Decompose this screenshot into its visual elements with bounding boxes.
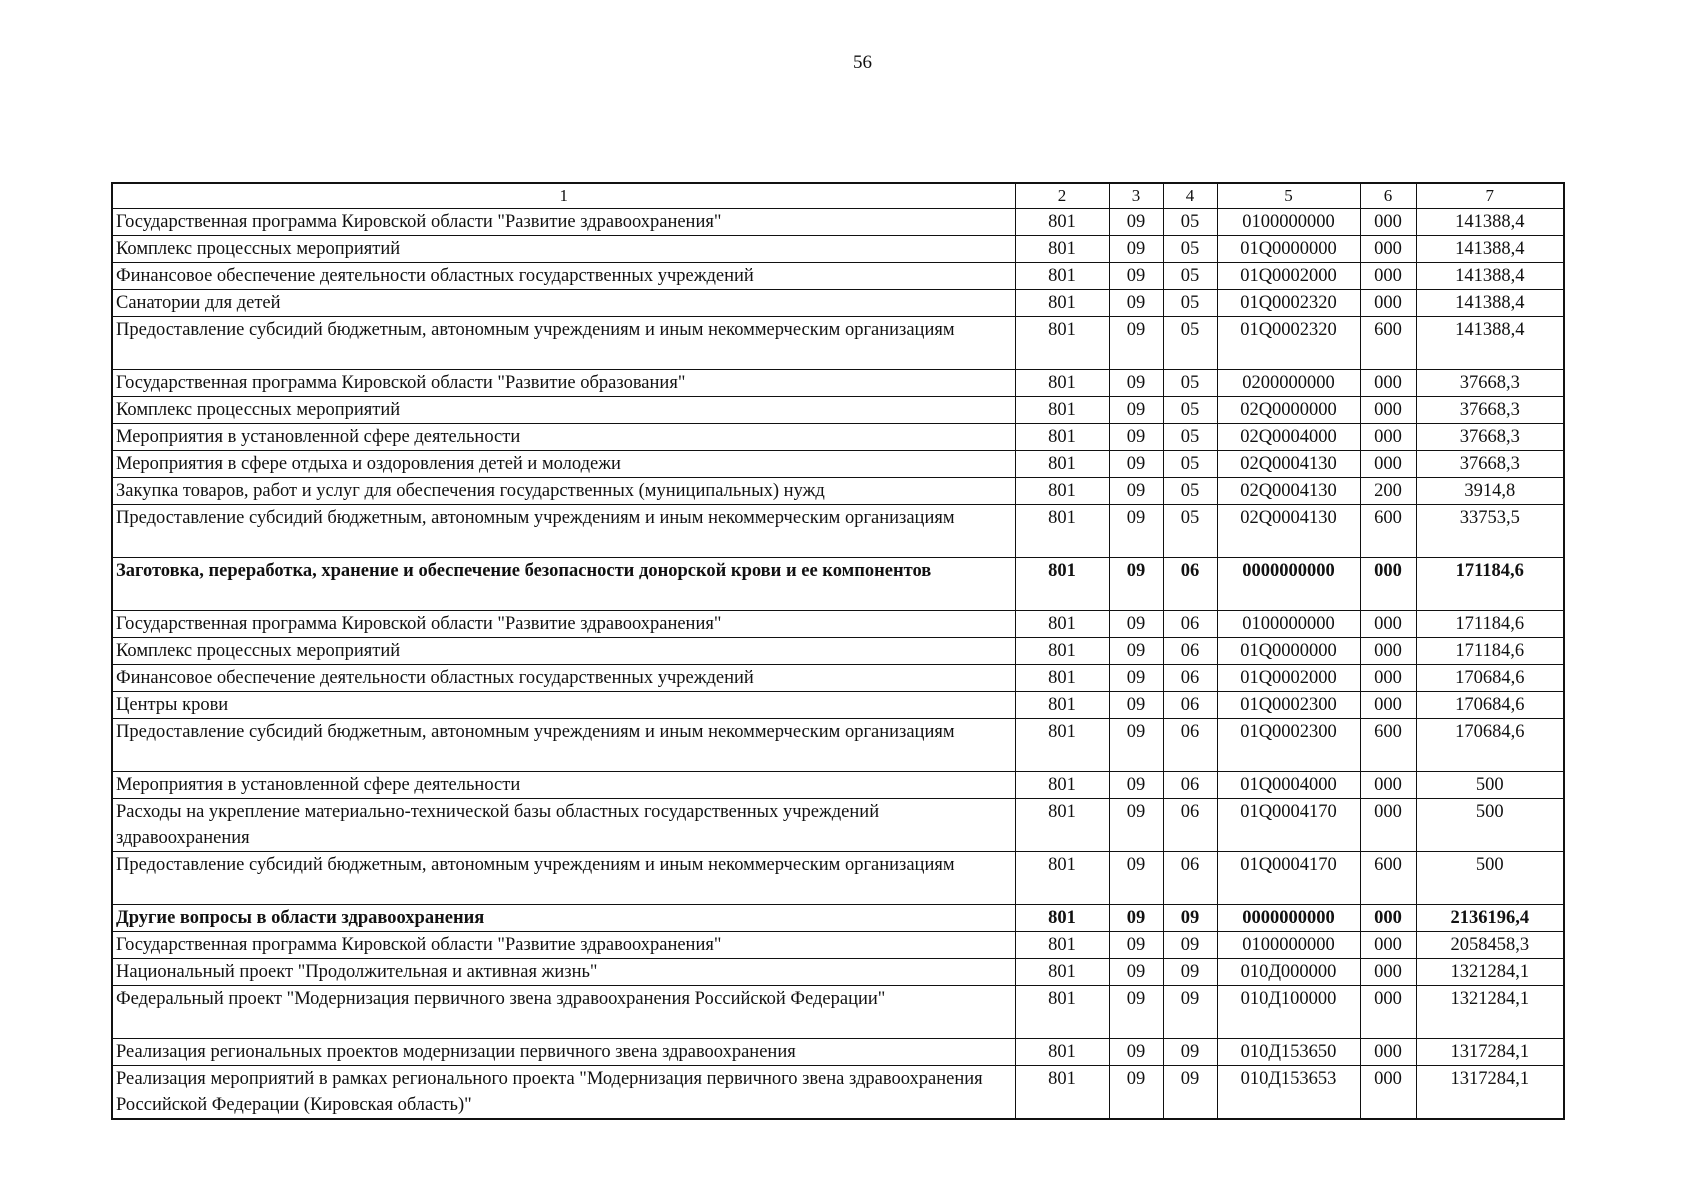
target-article-cell: 0200000000 xyxy=(1217,370,1360,397)
subsection-cell: 05 xyxy=(1163,397,1217,424)
expense-type-cell: 000 xyxy=(1360,1066,1416,1120)
target-article-cell: 02Q0000000 xyxy=(1217,397,1360,424)
target-article-cell: 02Q0004130 xyxy=(1217,505,1360,558)
table-row xyxy=(112,209,1564,236)
item-name-cell: Федеральный проект "Модернизация первичного звена здравоохранения Российской Федерации" xyxy=(112,986,1015,1039)
subsection-cell: 06 xyxy=(1163,611,1217,638)
table-row xyxy=(112,932,1564,959)
table-row xyxy=(112,772,1564,799)
amount-cell: 141388,4 xyxy=(1416,263,1564,290)
amount-cell: 500 xyxy=(1416,852,1564,905)
amount-cell: 37668,3 xyxy=(1416,370,1564,397)
ved-code-cell: 801 xyxy=(1015,852,1109,905)
subsection-cell: 05 xyxy=(1163,236,1217,263)
ved-code-cell: 801 xyxy=(1015,370,1109,397)
subsection-cell: 09 xyxy=(1163,905,1217,932)
item-name-cell: Предоставление субсидий бюджетным, автономным учреждениям и иным некоммерческим организациям xyxy=(112,505,1015,558)
table-row xyxy=(112,692,1564,719)
section-cell: 09 xyxy=(1109,959,1163,986)
target-article-cell: 01Q0004000 xyxy=(1217,772,1360,799)
item-name-cell: Предоставление субсидий бюджетным, автономным учреждениям и иным некоммерческим организациям xyxy=(112,852,1015,905)
section-cell: 09 xyxy=(1109,692,1163,719)
subsection-cell: 09 xyxy=(1163,1039,1217,1066)
subsection-cell: 06 xyxy=(1163,665,1217,692)
subsection-cell: 05 xyxy=(1163,370,1217,397)
table-row xyxy=(112,236,1564,263)
item-name-cell: Мероприятия в установленной сфере деятельности xyxy=(112,424,1015,451)
target-article-cell: 01Q0002300 xyxy=(1217,692,1360,719)
item-name-cell: Закупка товаров, работ и услуг для обеспечения государственных (муниципальных) нужд xyxy=(112,478,1015,505)
subsection-cell: 09 xyxy=(1163,1066,1217,1120)
expense-type-cell: 000 xyxy=(1360,665,1416,692)
amount-cell: 2058458,3 xyxy=(1416,932,1564,959)
table-row xyxy=(112,505,1564,558)
target-article-cell: 010Д000000 xyxy=(1217,959,1360,986)
ved-code-cell: 801 xyxy=(1015,397,1109,424)
table-row xyxy=(112,1066,1564,1120)
section-cell: 09 xyxy=(1109,986,1163,1039)
section-cell: 09 xyxy=(1109,451,1163,478)
item-name-cell: Мероприятия в сфере отдыха и оздоровления детей и молодежи xyxy=(112,451,1015,478)
table-row xyxy=(112,290,1564,317)
subsection-cell: 05 xyxy=(1163,424,1217,451)
target-article-cell: 010Д153650 xyxy=(1217,1039,1360,1066)
ved-code-cell: 801 xyxy=(1015,263,1109,290)
subsection-cell: 05 xyxy=(1163,505,1217,558)
ved-code-cell: 801 xyxy=(1015,719,1109,772)
expense-type-cell: 000 xyxy=(1360,905,1416,932)
expense-type-cell: 000 xyxy=(1360,558,1416,611)
ved-code-cell: 801 xyxy=(1015,692,1109,719)
table-row xyxy=(112,852,1564,905)
item-name-cell: Комплекс процессных мероприятий xyxy=(112,236,1015,263)
column-header-5: 5 xyxy=(1217,183,1360,209)
item-name-cell: Заготовка, переработка, хранение и обеспечение безопасности донорской крови и ее компонентов xyxy=(112,558,1015,611)
item-name-cell: Санатории для детей xyxy=(112,290,1015,317)
amount-cell: 141388,4 xyxy=(1416,209,1564,236)
table-row xyxy=(112,799,1564,852)
amount-cell: 170684,6 xyxy=(1416,719,1564,772)
item-name-cell: Комплекс процессных мероприятий xyxy=(112,397,1015,424)
ved-code-cell: 801 xyxy=(1015,611,1109,638)
budget-table xyxy=(111,182,1565,1120)
expense-type-cell: 000 xyxy=(1360,799,1416,852)
ved-code-cell: 801 xyxy=(1015,451,1109,478)
subsection-cell: 06 xyxy=(1163,772,1217,799)
item-name-cell: Центры крови xyxy=(112,692,1015,719)
target-article-cell: 01Q0000000 xyxy=(1217,638,1360,665)
target-article-cell: 0000000000 xyxy=(1217,905,1360,932)
ved-code-cell: 801 xyxy=(1015,1039,1109,1066)
section-cell: 09 xyxy=(1109,932,1163,959)
amount-cell: 170684,6 xyxy=(1416,665,1564,692)
amount-cell: 33753,5 xyxy=(1416,505,1564,558)
subsection-cell: 06 xyxy=(1163,852,1217,905)
column-header-6: 6 xyxy=(1360,183,1416,209)
ved-code-cell: 801 xyxy=(1015,799,1109,852)
item-name-cell: Финансовое обеспечение деятельности областных государственных учреждений xyxy=(112,263,1015,290)
amount-cell: 1317284,1 xyxy=(1416,1039,1564,1066)
section-cell: 09 xyxy=(1109,397,1163,424)
item-name-cell: Реализация мероприятий в рамках регионального проекта "Модернизация первичного звена здравоохранения Российской Федерации (Кировская область)" xyxy=(112,1066,1015,1120)
section-cell: 09 xyxy=(1109,772,1163,799)
expense-type-cell: 000 xyxy=(1360,692,1416,719)
subsection-cell: 06 xyxy=(1163,719,1217,772)
expense-type-cell: 600 xyxy=(1360,317,1416,370)
section-cell: 09 xyxy=(1109,370,1163,397)
section-cell: 09 xyxy=(1109,611,1163,638)
item-name-cell: Другие вопросы в области здравоохранения xyxy=(112,905,1015,932)
table-row xyxy=(112,424,1564,451)
column-header-4: 4 xyxy=(1163,183,1217,209)
item-name-cell: Мероприятия в установленной сфере деятельности xyxy=(112,772,1015,799)
table-row xyxy=(112,719,1564,772)
ved-code-cell: 801 xyxy=(1015,932,1109,959)
target-article-cell: 01Q0002320 xyxy=(1217,317,1360,370)
subsection-cell: 06 xyxy=(1163,638,1217,665)
ved-code-cell: 801 xyxy=(1015,505,1109,558)
amount-cell: 3914,8 xyxy=(1416,478,1564,505)
section-cell: 09 xyxy=(1109,638,1163,665)
target-article-cell: 01Q0002300 xyxy=(1217,719,1360,772)
section-cell: 09 xyxy=(1109,799,1163,852)
subsection-cell: 06 xyxy=(1163,558,1217,611)
amount-cell: 170684,6 xyxy=(1416,692,1564,719)
expense-type-cell: 000 xyxy=(1360,451,1416,478)
ved-code-cell: 801 xyxy=(1015,290,1109,317)
amount-cell: 1321284,1 xyxy=(1416,959,1564,986)
table-row xyxy=(112,370,1564,397)
subsection-cell: 09 xyxy=(1163,959,1217,986)
section-cell: 09 xyxy=(1109,852,1163,905)
expense-type-cell: 000 xyxy=(1360,638,1416,665)
amount-cell: 500 xyxy=(1416,799,1564,852)
expense-type-cell: 000 xyxy=(1360,209,1416,236)
item-name-cell: Реализация региональных проектов модернизации первичного звена здравоохранения xyxy=(112,1039,1015,1066)
section-cell: 09 xyxy=(1109,290,1163,317)
column-header-7: 7 xyxy=(1416,183,1564,209)
amount-cell: 1317284,1 xyxy=(1416,1066,1564,1120)
page-number: 56 xyxy=(853,52,872,73)
subsection-cell: 05 xyxy=(1163,451,1217,478)
item-name-cell: Государственная программа Кировской области "Развитие здравоохранения" xyxy=(112,611,1015,638)
subsection-cell: 05 xyxy=(1163,209,1217,236)
target-article-cell: 010Д100000 xyxy=(1217,986,1360,1039)
item-name-cell: Предоставление субсидий бюджетным, автономным учреждениям и иным некоммерческим организациям xyxy=(112,719,1015,772)
target-article-cell: 01Q0002320 xyxy=(1217,290,1360,317)
subsection-cell: 05 xyxy=(1163,263,1217,290)
item-name-cell: Государственная программа Кировской области "Развитие здравоохранения" xyxy=(112,209,1015,236)
amount-cell: 1321284,1 xyxy=(1416,986,1564,1039)
amount-cell: 171184,6 xyxy=(1416,558,1564,611)
ved-code-cell: 801 xyxy=(1015,209,1109,236)
target-article-cell: 0000000000 xyxy=(1217,558,1360,611)
ved-code-cell: 801 xyxy=(1015,1066,1109,1120)
amount-cell: 37668,3 xyxy=(1416,451,1564,478)
expense-type-cell: 600 xyxy=(1360,505,1416,558)
section-cell: 09 xyxy=(1109,424,1163,451)
ved-code-cell: 801 xyxy=(1015,424,1109,451)
expense-type-cell: 000 xyxy=(1360,263,1416,290)
amount-cell: 141388,4 xyxy=(1416,236,1564,263)
item-name-cell: Расходы на укрепление материально-технической базы областных государственных учреждений здравоохранения xyxy=(112,799,1015,852)
item-name-cell: Комплекс процессных мероприятий xyxy=(112,638,1015,665)
expense-type-cell: 000 xyxy=(1360,236,1416,263)
expense-type-cell: 000 xyxy=(1360,959,1416,986)
target-article-cell: 01Q0002000 xyxy=(1217,665,1360,692)
ved-code-cell: 801 xyxy=(1015,317,1109,370)
table-row xyxy=(112,263,1564,290)
expense-type-cell: 600 xyxy=(1360,719,1416,772)
ved-code-cell: 801 xyxy=(1015,772,1109,799)
subsection-cell: 09 xyxy=(1163,986,1217,1039)
table-row xyxy=(112,451,1564,478)
section-cell: 09 xyxy=(1109,236,1163,263)
expense-type-cell: 000 xyxy=(1360,370,1416,397)
expense-type-cell: 000 xyxy=(1360,1039,1416,1066)
subsection-cell: 09 xyxy=(1163,932,1217,959)
subsection-cell: 06 xyxy=(1163,692,1217,719)
table-row xyxy=(112,905,1564,932)
expense-type-cell: 200 xyxy=(1360,478,1416,505)
section-cell: 09 xyxy=(1109,905,1163,932)
item-name-cell: Государственная программа Кировской области "Развитие образования" xyxy=(112,370,1015,397)
target-article-cell: 010Д153653 xyxy=(1217,1066,1360,1120)
amount-cell: 141388,4 xyxy=(1416,290,1564,317)
target-article-cell: 0100000000 xyxy=(1217,209,1360,236)
target-article-cell: 0100000000 xyxy=(1217,611,1360,638)
ved-code-cell: 801 xyxy=(1015,478,1109,505)
target-article-cell: 01Q0004170 xyxy=(1217,852,1360,905)
expense-type-cell: 600 xyxy=(1360,852,1416,905)
amount-cell: 37668,3 xyxy=(1416,397,1564,424)
section-cell: 09 xyxy=(1109,317,1163,370)
table-row xyxy=(112,665,1564,692)
table-row xyxy=(112,558,1564,611)
amount-cell: 2136196,4 xyxy=(1416,905,1564,932)
ved-code-cell: 801 xyxy=(1015,905,1109,932)
ved-code-cell: 801 xyxy=(1015,638,1109,665)
table-row xyxy=(112,317,1564,370)
item-name-cell: Предоставление субсидий бюджетным, автономным учреждениям и иным некоммерческим организациям xyxy=(112,317,1015,370)
target-article-cell: 01Q0000000 xyxy=(1217,236,1360,263)
target-article-cell: 02Q0004130 xyxy=(1217,478,1360,505)
item-name-cell: Финансовое обеспечение деятельности областных государственных учреждений xyxy=(112,665,1015,692)
ved-code-cell: 801 xyxy=(1015,959,1109,986)
table-row xyxy=(112,959,1564,986)
target-article-cell: 01Q0002000 xyxy=(1217,263,1360,290)
amount-cell: 500 xyxy=(1416,772,1564,799)
section-cell: 09 xyxy=(1109,719,1163,772)
ved-code-cell: 801 xyxy=(1015,558,1109,611)
ved-code-cell: 801 xyxy=(1015,665,1109,692)
expense-type-cell: 000 xyxy=(1360,397,1416,424)
column-header-3: 3 xyxy=(1109,183,1163,209)
section-cell: 09 xyxy=(1109,478,1163,505)
table-row xyxy=(112,986,1564,1039)
table-row xyxy=(112,478,1564,505)
subsection-cell: 06 xyxy=(1163,799,1217,852)
subsection-cell: 05 xyxy=(1163,290,1217,317)
section-cell: 09 xyxy=(1109,1039,1163,1066)
amount-cell: 171184,6 xyxy=(1416,611,1564,638)
subsection-cell: 05 xyxy=(1163,478,1217,505)
subsection-cell: 05 xyxy=(1163,317,1217,370)
expense-type-cell: 000 xyxy=(1360,986,1416,1039)
item-name-cell: Государственная программа Кировской области "Развитие здравоохранения" xyxy=(112,932,1015,959)
section-cell: 09 xyxy=(1109,505,1163,558)
table-body xyxy=(112,209,1564,1120)
section-cell: 09 xyxy=(1109,1066,1163,1120)
expense-type-cell: 000 xyxy=(1360,932,1416,959)
section-cell: 09 xyxy=(1109,558,1163,611)
section-cell: 09 xyxy=(1109,209,1163,236)
amount-cell: 171184,6 xyxy=(1416,638,1564,665)
table-row xyxy=(112,611,1564,638)
expense-type-cell: 000 xyxy=(1360,772,1416,799)
amount-cell: 141388,4 xyxy=(1416,317,1564,370)
target-article-cell: 0100000000 xyxy=(1217,932,1360,959)
target-article-cell: 02Q0004000 xyxy=(1217,424,1360,451)
table-row xyxy=(112,1039,1564,1066)
ved-code-cell: 801 xyxy=(1015,236,1109,263)
section-cell: 09 xyxy=(1109,263,1163,290)
target-article-cell: 02Q0004130 xyxy=(1217,451,1360,478)
expense-type-cell: 000 xyxy=(1360,290,1416,317)
column-header-2: 2 xyxy=(1015,183,1109,209)
section-cell: 09 xyxy=(1109,665,1163,692)
column-header-1: 1 xyxy=(112,183,1015,209)
amount-cell: 37668,3 xyxy=(1416,424,1564,451)
header-row xyxy=(112,183,1564,209)
item-name-cell: Национальный проект "Продолжительная и активная жизнь" xyxy=(112,959,1015,986)
expense-type-cell: 000 xyxy=(1360,611,1416,638)
ved-code-cell: 801 xyxy=(1015,986,1109,1039)
target-article-cell: 01Q0004170 xyxy=(1217,799,1360,852)
table-row xyxy=(112,638,1564,665)
expense-type-cell: 000 xyxy=(1360,424,1416,451)
table-row xyxy=(112,397,1564,424)
